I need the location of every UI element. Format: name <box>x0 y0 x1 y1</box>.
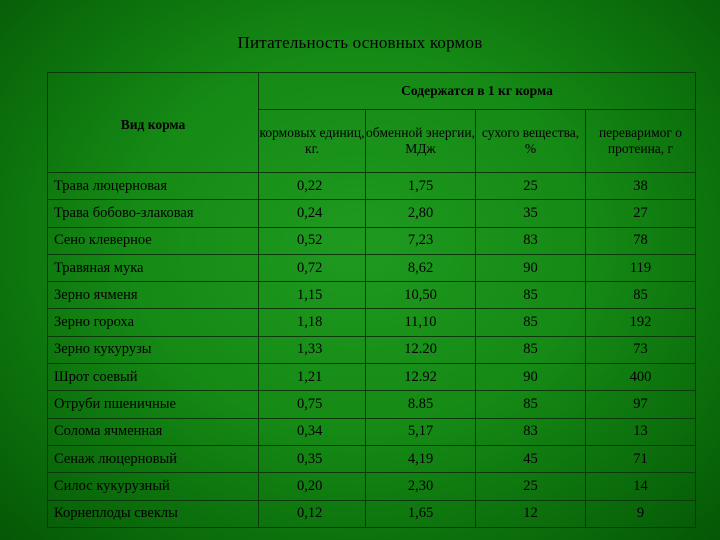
table-row <box>48 173 696 200</box>
dry-matter-cell: 83 <box>476 227 586 254</box>
energy-cell: 1,75 <box>366 173 476 200</box>
table-row <box>48 227 696 254</box>
feed-name-cell: Сено клеверное <box>48 227 259 254</box>
feed-units-cell: 0,35 <box>259 445 366 472</box>
column-header-protein: переваримог о протеина, г <box>586 110 696 173</box>
energy-cell: 8,62 <box>366 254 476 281</box>
energy-cell: 12.20 <box>366 336 476 363</box>
protein-cell: 9 <box>586 500 696 527</box>
energy-cell: 2,80 <box>366 200 476 227</box>
energy-cell: 4,19 <box>366 445 476 472</box>
feed-units-cell: 1,21 <box>259 364 366 391</box>
feed-units-cell: 1,33 <box>259 336 366 363</box>
energy-cell: 2,30 <box>366 473 476 500</box>
table-row <box>48 418 696 445</box>
column-header-dry-matter: сухого вещества, % <box>476 110 586 173</box>
dry-matter-cell: 85 <box>476 282 586 309</box>
dry-matter-cell: 45 <box>476 445 586 472</box>
feed-name-cell: Солома ячменная <box>48 418 259 445</box>
feed-units-cell: 0,12 <box>259 500 366 527</box>
protein-cell: 27 <box>586 200 696 227</box>
feed-name-cell: Силос кукурузный <box>48 473 259 500</box>
dry-matter-cell: 83 <box>476 418 586 445</box>
protein-cell: 97 <box>586 391 696 418</box>
feed-units-cell: 0,75 <box>259 391 366 418</box>
table-row <box>48 336 696 363</box>
feed-kind-header: Вид корма <box>48 73 259 173</box>
protein-cell: 192 <box>586 309 696 336</box>
table-row <box>48 391 696 418</box>
energy-cell: 5,17 <box>366 418 476 445</box>
feed-units-cell: 0,52 <box>259 227 366 254</box>
feed-name-cell: Отруби пшеничные <box>48 391 259 418</box>
energy-cell: 8.85 <box>366 391 476 418</box>
table-row <box>48 282 696 309</box>
dry-matter-cell: 25 <box>476 473 586 500</box>
feed-name-cell: Зерно кукурузы <box>48 336 259 363</box>
table-row <box>48 309 696 336</box>
energy-cell: 7,23 <box>366 227 476 254</box>
feed-name-cell: Трава бобово-злаковая <box>48 200 259 227</box>
feed-units-cell: 1,15 <box>259 282 366 309</box>
feed-units-cell: 0,72 <box>259 254 366 281</box>
feed-units-cell: 0,20 <box>259 473 366 500</box>
protein-cell: 400 <box>586 364 696 391</box>
table-row <box>48 445 696 472</box>
table-row <box>48 200 696 227</box>
table-row <box>48 254 696 281</box>
protein-cell: 14 <box>586 473 696 500</box>
feed-name-cell: Трава люцерновая <box>48 173 259 200</box>
feed-units-cell: 0,24 <box>259 200 366 227</box>
energy-cell: 12.92 <box>366 364 476 391</box>
dry-matter-cell: 85 <box>476 309 586 336</box>
dry-matter-cell: 25 <box>476 173 586 200</box>
table-row <box>48 364 696 391</box>
column-header-feed-units: кормовых единиц, кг. <box>259 110 366 173</box>
table-row <box>48 500 696 527</box>
feed-name-cell: Сенаж люцерновый <box>48 445 259 472</box>
protein-cell: 71 <box>586 445 696 472</box>
energy-cell: 1,65 <box>366 500 476 527</box>
protein-cell: 13 <box>586 418 696 445</box>
feed-units-cell: 0,34 <box>259 418 366 445</box>
protein-cell: 73 <box>586 336 696 363</box>
nutrition-table <box>47 72 696 528</box>
dry-matter-cell: 90 <box>476 364 586 391</box>
protein-cell: 78 <box>586 227 696 254</box>
energy-cell: 11,10 <box>366 309 476 336</box>
dry-matter-cell: 85 <box>476 336 586 363</box>
dry-matter-cell: 85 <box>476 391 586 418</box>
content-group-header: Содержатся в 1 кг корма <box>259 73 696 110</box>
protein-cell: 119 <box>586 254 696 281</box>
feed-units-cell: 1,18 <box>259 309 366 336</box>
feed-units-cell: 0,22 <box>259 173 366 200</box>
energy-cell: 10,50 <box>366 282 476 309</box>
table-row <box>48 473 696 500</box>
column-header-energy: обменной энергии, МДж <box>366 110 476 173</box>
dry-matter-cell: 90 <box>476 254 586 281</box>
dry-matter-cell: 12 <box>476 500 586 527</box>
feed-name-cell: Корнеплоды свеклы <box>48 500 259 527</box>
feed-name-cell: Зерно гороха <box>48 309 259 336</box>
feed-name-cell: Зерно ячменя <box>48 282 259 309</box>
dry-matter-cell: 35 <box>476 200 586 227</box>
protein-cell: 85 <box>586 282 696 309</box>
feed-name-cell: Травяная мука <box>48 254 259 281</box>
protein-cell: 38 <box>586 173 696 200</box>
page-title: Питательность основных кормов <box>237 33 483 52</box>
feed-name-cell: Шрот соевый <box>48 364 259 391</box>
